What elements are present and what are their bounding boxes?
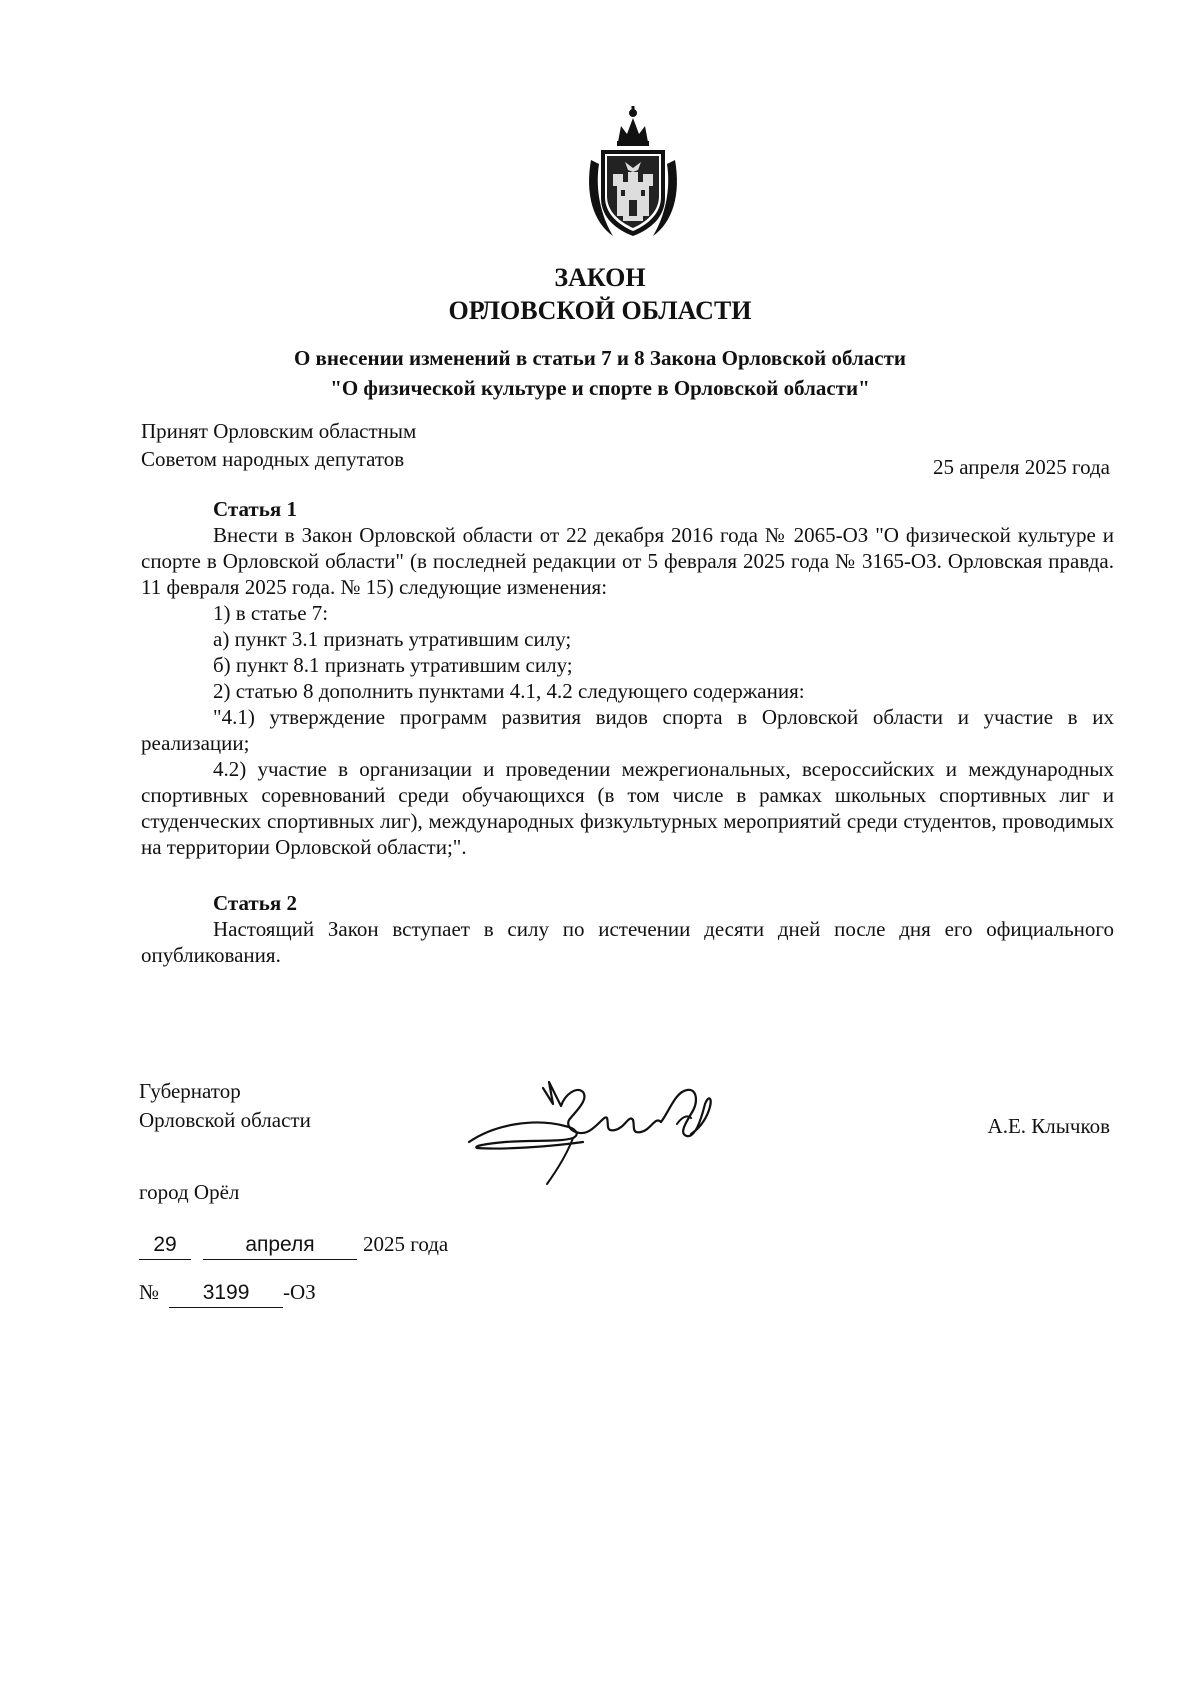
adopted-line-1: Принят Орловским областным	[141, 419, 417, 443]
article-1-item-1: 1) в статье 7:	[213, 601, 329, 625]
position-line-2: Орловской области	[139, 1108, 311, 1132]
title-region: ОРЛОВСКОЙ ОБЛАСТИ	[448, 296, 752, 325]
signing-year: 2025 года	[363, 1232, 449, 1256]
article-2-heading: Статья 2	[213, 891, 297, 915]
article-1-item-2: 2) статью 8 дополнить пунктами 4.1, 4.2 следующего содержания:	[213, 679, 805, 703]
document-body	[141, 496, 1114, 968]
position-line-1: Губернатор	[139, 1079, 241, 1103]
signing-date	[139, 1230, 448, 1260]
document-subtitle	[0, 343, 1200, 403]
signing-month: апреля	[203, 1231, 357, 1260]
adopted-line-2: Советом народных депутатов	[141, 447, 405, 471]
adopted-by	[141, 417, 416, 473]
number-suffix: -ОЗ	[283, 1280, 316, 1304]
subtitle-line-1: О внесении изменений в статьи 7 и 8 Закона Орловской области	[293, 346, 907, 370]
coat-of-arms-icon	[583, 104, 683, 244]
article-1-item-1a: а) пункт 3.1 признать утратившим силу;	[213, 627, 572, 651]
city: город Орёл	[139, 1180, 240, 1204]
article-1-item-1b: б) пункт 8.1 признать утратившим силу;	[213, 653, 573, 677]
title-law: ЗАКОН	[554, 263, 646, 292]
subtitle-line-2: "О физической культуре и спорте в Орловской области"	[330, 376, 870, 400]
signing-day: 29	[139, 1231, 191, 1260]
handwritten-signature-icon	[465, 1058, 720, 1188]
article-1-quote-4-2: 4.2) участие в организации и проведении межрегиональных, всероссийских и международных спортивных соревнований среди обучающихся (в том числе в рамках школьных спортивных лиг и студенческих спортивных лиг), международных физкультурных мероприятий среди студентов, проводимых на территории Орловской области;".	[141, 757, 1114, 859]
article-2-text: Настоящий Закон вступает в силу по истечении десяти дней после дня его официального опубликования.	[141, 917, 1114, 967]
article-1-heading: Статья 1	[213, 497, 297, 521]
article-1-intro: Внести в Закон Орловской области от 22 декабря 2016 года № 2065-ОЗ "О физической культуре и спорте в Орловской области" (в последней редакции от 5 февраля 2025 года № 3165-ОЗ. Орловская правда. 11 февраля 2025 года. № 15) следующие изменения:	[141, 523, 1114, 599]
document-title	[0, 262, 1200, 328]
signatory-name: А.Е. Клычков	[987, 1114, 1110, 1138]
adopted-date: 25 апреля 2025 года	[933, 455, 1110, 479]
number-prefix: №	[139, 1280, 160, 1304]
article-1-quote-4-1: "4.1) утверждение программ развития видов спорта в Орловской области и участие в их реализации;	[141, 705, 1114, 755]
signatory-position	[139, 1077, 311, 1135]
number-value: 3199	[169, 1279, 283, 1308]
law-number	[139, 1278, 316, 1308]
